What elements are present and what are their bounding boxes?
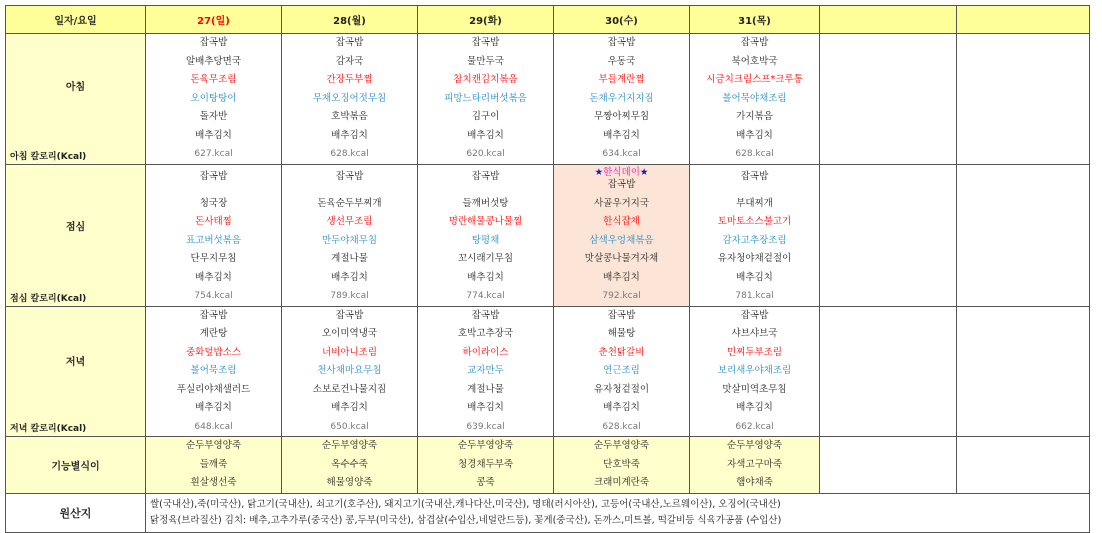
dish-item: 돌자반 [199, 111, 228, 122]
porridge-item: 청경채두부죽 [457, 458, 514, 470]
dish-item: 소보로건나물지짐 [312, 383, 387, 395]
dish-item: 교자만두 [467, 365, 504, 376]
kcal-value: 648.kcal [194, 421, 233, 432]
dish-item: 무채오징어젓무침 [312, 92, 387, 104]
kcal-value: 650.kcal [330, 421, 369, 432]
functional-day-cell [554, 437, 690, 494]
dish-item: 생선무조림 [326, 216, 373, 227]
breakfast-day-cell [690, 34, 820, 165]
dish-item: 보리새우야채조림 [717, 365, 792, 376]
dish-item: 잡곡밥 [740, 170, 769, 182]
dish-item: 단무지무침 [190, 253, 237, 264]
dish-item: 잡곡밥 [740, 309, 769, 321]
breakfast-day-cell [820, 34, 957, 165]
dinner-day-cell [554, 306, 690, 437]
functional-day-cell [820, 437, 957, 494]
dish-item: 볼어묵야채조림 [722, 92, 787, 104]
dish-item: 명란해물콩나물찜 [448, 216, 523, 227]
functional-row [6, 437, 1090, 494]
dish-item: 물만두국 [467, 55, 504, 67]
dish-item: 들깨버섯탕 [462, 197, 509, 209]
dish-item: 배추김치 [331, 129, 368, 141]
breakfast-label: 아침 [65, 82, 86, 93]
dish-item: 잡곡밥 [335, 37, 364, 48]
dish-item: 잡곡밥 [471, 37, 500, 48]
porridge-item: 들깨죽 [199, 458, 228, 470]
dish-item: 중화덮밥소스 [185, 346, 242, 358]
dish-item: 청국장 [199, 197, 228, 209]
lunch-day-cell [690, 164, 820, 306]
dish-item: 잡곡밥 [471, 309, 500, 321]
dish-item: 피망느타리버섯볶음 [444, 92, 527, 104]
dish-item: 천사채마요무침 [317, 365, 382, 376]
dish-item: 푸실리야채샐러드 [176, 383, 251, 395]
header-label: 일자/요일 [6, 6, 146, 34]
meal-menu-table [5, 5, 1090, 533]
functional-day-cell [146, 437, 282, 494]
dish-item: 간장두부찜 [326, 74, 373, 85]
dish-item: 배추김치 [603, 129, 640, 141]
dish-item: 부대찌개 [736, 197, 773, 209]
lunch-kcal-label: 점심 칼로리(Kcal) [10, 293, 87, 304]
day-header-31: 31(목) [690, 6, 820, 34]
dish-item: 배추김치 [331, 402, 368, 413]
dish-item: 잡곡밥 [199, 170, 228, 182]
dish-item: 너비아니조림 [321, 346, 378, 358]
dish-item: 김구이 [471, 111, 500, 122]
functional-day-cell [418, 437, 554, 494]
dish-item: 계절나물 [331, 253, 368, 264]
day-header-30: 30(수) [554, 6, 690, 34]
dinner-kcal-label: 저녁 칼로리(Kcal) [10, 424, 87, 434]
dish-item: 민찌두부조림 [726, 346, 783, 358]
kcal-value: 662.kcal [735, 421, 774, 432]
porridge-item: 크래미계란죽 [593, 477, 650, 488]
korean-day-note: ★한식데이★ [594, 166, 649, 178]
dinner-label: 저녁 [65, 356, 86, 368]
dish-item: 잡곡밥 [607, 309, 636, 321]
lunch-day-cell [820, 164, 957, 306]
dish-item: 사골우거지국 [593, 197, 650, 209]
breakfast-day-cell [957, 34, 1090, 165]
kcal-value: 774.kcal [466, 291, 505, 301]
breakfast-day-cell [146, 34, 282, 165]
dinner-day-cell [418, 306, 554, 437]
origin-line-1: 쌀(국내산),죽(미국산), 닭고기(국내산), 쇠고기(호주산), 돼지고기(국내산,캐나다산,미국산), 명태(러시아산), 고등어(국내산,노르웨이산), 오징어(국내산) [150, 498, 781, 510]
origin-line-2: 닭정육(브라질산) 김치: 배추,고추가루(중국산) 콩,두부(미국산), 삼겹살(수입산,네덜란드등), 꽃게(중국산), 돈까스,미트볼, 떡갈비등 식육가공품 (수입산) [150, 514, 782, 526]
porridge-item: 순두부영양죽 [593, 440, 650, 451]
dish-item: 돈육순두부찌개 [317, 197, 382, 209]
day-header-27: 27(일) [146, 6, 282, 34]
day-header-empty-2 [957, 6, 1090, 34]
dish-item: 유자청겉절이 [593, 383, 650, 395]
porridge-item: 순두부영양죽 [321, 440, 378, 451]
header-row [6, 6, 1090, 34]
origin-text-cell [146, 493, 1090, 532]
dish-item: 배추김치 [736, 129, 773, 141]
dish-item: 한식잡채 [603, 216, 640, 227]
dinner-day-cell [146, 306, 282, 437]
kcal-value: 628.kcal [602, 421, 641, 432]
dish-item: 표고버섯볶음 [185, 234, 242, 246]
breakfast-day-cell [554, 34, 690, 165]
dish-item: 맛살콩나물겨자채 [584, 253, 659, 264]
lunch-day-cell [418, 164, 554, 306]
porridge-item: 자색고구마죽 [726, 458, 783, 470]
kcal-value: 792.kcal [602, 291, 641, 301]
dinner-day-cell [957, 306, 1090, 437]
dish-item: 배추김치 [603, 271, 640, 283]
dinner-day-cell [690, 306, 820, 437]
dish-item: 돈사태찜 [195, 216, 232, 227]
dish-item: 배추김치 [736, 271, 773, 283]
breakfast-kcal-label: 아침 칼로리(Kcal) [10, 151, 87, 162]
porridge-item: 콩죽 [476, 477, 495, 488]
day-header-28: 28(월) [282, 6, 418, 34]
porridge-item: 옥수수죽 [331, 458, 368, 470]
dish-item: 참치캔김치볶음 [453, 74, 518, 85]
dish-item: 샤브샤브국 [731, 328, 778, 339]
dish-item: 돈채우거지지짐 [589, 92, 654, 104]
dish-item: 꼬시래기무침 [457, 253, 514, 264]
dinner-row [6, 306, 1090, 437]
breakfast-day-cell [282, 34, 418, 165]
lunch-day-cell [957, 164, 1090, 306]
porridge-item: 순두부영양죽 [457, 440, 514, 451]
dish-item: 계절나물 [467, 383, 504, 395]
kcal-value: 789.kcal [330, 291, 369, 301]
dish-item: 맛살미역초무침 [722, 383, 787, 395]
lunch-label: 점심 [65, 221, 86, 233]
dish-item: 춘천닭갈비 [598, 346, 645, 358]
dish-item: 연근조림 [603, 365, 640, 376]
porridge-item: 흰살생선죽 [190, 477, 237, 488]
dish-item: 시금치크림스프*크루통 [706, 74, 803, 85]
breakfast-day-cell [418, 34, 554, 165]
dish-item: 북어호박국 [731, 55, 778, 67]
dish-item: 우동국 [607, 55, 636, 67]
dish-item: 해물탕 [607, 328, 636, 339]
dish-item: 배추김치 [195, 271, 232, 283]
lunch-row [6, 164, 1090, 306]
porridge-item: 순두부영양죽 [185, 440, 242, 451]
kcal-value: 628.kcal [735, 149, 774, 159]
porridge-item: 햄야채죽 [736, 477, 773, 488]
functional-label: 기능별식이 [51, 461, 100, 473]
dish-item: 배추김치 [736, 402, 773, 413]
dish-item: 잡곡밥 [471, 170, 500, 182]
dish-item: 감자고추장조림 [722, 234, 787, 246]
dish-item: 토마토소스불고기 [717, 216, 792, 227]
dish-item: 탕평채 [471, 234, 500, 246]
dish-item: 알배추당면국 [185, 55, 242, 67]
dish-item: 잡곡밥 [740, 37, 769, 48]
breakfast-row [6, 34, 1090, 165]
korean-day-dish-block [554, 165, 689, 195]
dish-item: 돈육무조림 [190, 74, 237, 85]
dish-item: 잡곡밥 [199, 309, 228, 321]
dish-item: 가지볶음 [736, 111, 773, 122]
dish-item: 배추김치 [467, 271, 504, 283]
functional-day-cell [690, 437, 820, 494]
kcal-value: 754.kcal [194, 291, 233, 301]
dish-item: 배추김치 [467, 402, 504, 413]
dish-item: 배추김치 [467, 129, 504, 141]
dish-item: 유자청야채겉절이 [717, 253, 792, 264]
dish-item: 만두야채무침 [321, 234, 378, 246]
kcal-value: 639.kcal [466, 421, 505, 432]
dish-item: 배추김치 [603, 402, 640, 413]
kcal-value: 628.kcal [330, 149, 369, 159]
dish-item: 배추김치 [331, 271, 368, 283]
dish-item: 부들계란찜 [598, 74, 645, 85]
dish-item: 잡곡밥 [335, 309, 364, 321]
dish-item: 잡곡밥 [607, 37, 636, 48]
functional-day-cell [957, 437, 1090, 494]
origin-row [6, 493, 1090, 532]
origin-label: 원산지 [6, 493, 146, 532]
kcal-value: 627.kcal [194, 149, 233, 159]
dish-item: 배추김치 [195, 129, 232, 141]
lunch-label-cell [6, 164, 146, 306]
dish-item: 배추김치 [195, 402, 232, 413]
dish-item: 잡곡밥 [335, 170, 364, 182]
dish-item: 삼색우엉채볶음 [589, 234, 654, 246]
day-header-empty-1 [820, 6, 957, 34]
lunch-day-cell [282, 164, 418, 306]
porridge-item: 순두부영양죽 [726, 440, 783, 451]
porridge-item: 단호박죽 [603, 458, 640, 470]
dinner-day-cell [820, 306, 957, 437]
dish-item: 잡곡밥 [607, 178, 636, 190]
dish-item: 잡곡밥 [199, 37, 228, 48]
lunch-day-cell [554, 164, 690, 306]
dish-item: 하이라이스 [462, 346, 509, 358]
dinner-label-cell [6, 306, 146, 437]
dinner-day-cell [282, 306, 418, 437]
dish-item: 오이미역냉국 [321, 328, 378, 339]
dish-item: 계란탕 [199, 328, 228, 339]
dish-item: 호박고추장국 [457, 328, 514, 339]
dish-item: 무짱아찌무침 [593, 111, 650, 122]
dish-item: 감자국 [335, 55, 364, 67]
kcal-value: 634.kcal [602, 149, 641, 159]
kcal-value: 620.kcal [466, 149, 505, 159]
dish-item: 오이탕탕이 [190, 92, 237, 104]
lunch-day-cell [146, 164, 282, 306]
functional-day-cell [282, 437, 418, 494]
day-header-29: 29(화) [418, 6, 554, 34]
dish-item: 볼어묵조림 [190, 365, 237, 376]
dish-item: 호박볶음 [331, 111, 368, 122]
functional-label-cell [6, 437, 146, 494]
porridge-item: 해물영양죽 [326, 477, 373, 488]
kcal-value: 781.kcal [735, 291, 774, 301]
breakfast-label-cell [6, 34, 146, 165]
